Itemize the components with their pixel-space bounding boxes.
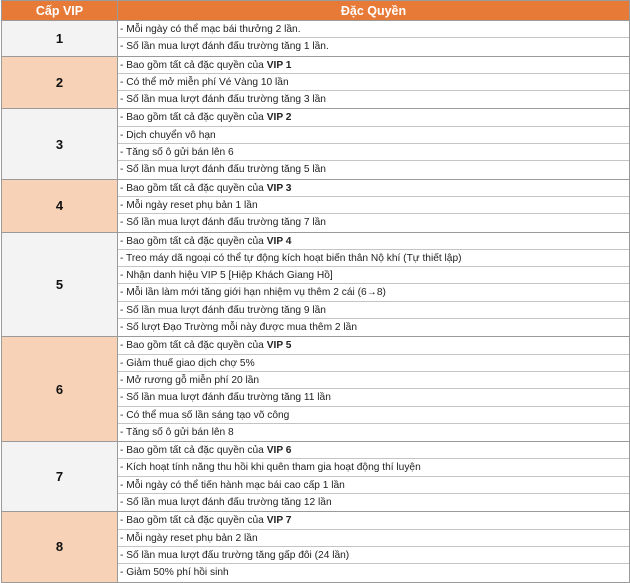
- table-row: [2, 337, 630, 442]
- table-body: [2, 21, 630, 583]
- privileges-cell: [118, 179, 630, 232]
- privilege-item: [118, 477, 629, 494]
- privilege-text: - Bao gồm tất cả đặc quyền của: [120, 235, 267, 247]
- privilege-text: - Số lần mua lượt đấu trường tăng gấp đôi (24 lần): [120, 549, 350, 561]
- vip-level-cell: 3: [2, 109, 118, 179]
- table-header-row: [2, 1, 630, 21]
- privilege-text: - Số lần mua lượt đánh đấu trường tăng 9 lần: [120, 304, 326, 316]
- vip-level-cell: 8: [2, 512, 118, 582]
- privilege-item: [118, 21, 629, 38]
- privilege-vip-ref: VIP 7: [266, 515, 292, 527]
- privilege-text: - Bao gồm tất cả đặc quyền của: [120, 59, 267, 71]
- privilege-text: - Bao gồm tất cả đặc quyền của: [120, 112, 267, 124]
- privilege-item: [118, 442, 629, 459]
- privilege-text: - Giảm thuế giao dịch chợ 5%: [120, 357, 255, 369]
- privilege-text: - Kích hoạt tính năng thu hồi khi quên tham gia hoạt động thí luyện: [120, 462, 421, 474]
- privilege-vip-ref: VIP 4: [266, 235, 292, 247]
- privilege-text: - Mỗi lần làm mới tăng giới hạn nhiệm vụ thêm 2 cái (6→8): [120, 287, 386, 299]
- privileges-cell: [118, 109, 630, 179]
- privilege-item: [118, 512, 629, 529]
- vip-level-cell: 6: [2, 337, 118, 442]
- table-row: [2, 442, 630, 512]
- privilege-text: - Giảm 50% phí hồi sinh: [120, 567, 229, 579]
- table-row: [2, 56, 630, 109]
- vip-level-cell: 2: [2, 56, 118, 109]
- privilege-text: - Bao gồm tất cả đặc quyền của: [120, 445, 267, 457]
- privilege-text: - Mỗi ngày reset phụ bản 2 lần: [120, 532, 258, 544]
- privilege-text: - Mỗi ngày có thể mạc bái thưởng 2 lần.: [120, 24, 301, 35]
- privileges-cell: [118, 337, 630, 442]
- privilege-item: [118, 355, 629, 372]
- privilege-vip-ref: VIP 3: [266, 182, 292, 194]
- privileges-cell: [118, 512, 630, 582]
- privilege-text: - Có thể mua số lần sáng tạo võ công: [120, 409, 290, 421]
- privilege-text: - Mỗi ngày reset phụ bản 1 lần: [120, 199, 258, 211]
- privilege-vip-ref: VIP 5: [266, 340, 292, 352]
- privilege-item: [118, 319, 629, 336]
- privilege-text: - Dịch chuyển vô hạn: [120, 129, 216, 141]
- privilege-item: [118, 284, 629, 301]
- privilege-item: [118, 547, 629, 564]
- privileges-cell: [118, 442, 630, 512]
- privilege-text: - Mở rương gỗ miễn phí 20 lần: [120, 374, 260, 386]
- privilege-item: [118, 109, 629, 126]
- privilege-text: - Nhận danh hiệu VIP 5 [Hiệp Khách Giang Hồ]: [120, 270, 333, 282]
- privilege-item: [118, 127, 629, 144]
- privilege-text: - Bao gồm tất cả đặc quyền của: [120, 340, 267, 352]
- header-privileges: Đặc Quyền: [118, 1, 630, 21]
- privilege-item: [118, 459, 629, 476]
- privilege-text: - Tăng số ô gửi bán lên 8: [120, 426, 234, 438]
- privilege-item: [118, 267, 629, 284]
- privilege-text: - Số lần mua lượt đánh đấu trường tăng 5 lần: [120, 164, 326, 176]
- privilege-item: [118, 407, 629, 424]
- table-row: [2, 512, 630, 582]
- privilege-vip-ref: VIP 6: [266, 445, 292, 457]
- table-row: [2, 21, 630, 57]
- privilege-text: - Bao gồm tất cả đặc quyền của: [120, 515, 267, 527]
- privilege-item: [118, 372, 629, 389]
- privilege-item: [118, 197, 629, 214]
- privilege-item: [118, 161, 629, 178]
- vip-level-cell: 1: [2, 21, 118, 57]
- privilege-text: - Bao gồm tất cả đặc quyền của: [120, 182, 267, 194]
- privilege-item: [118, 250, 629, 267]
- privilege-item: [118, 494, 629, 511]
- privilege-text: - Số lần mua lượt đánh đấu trường tăng 7 lần: [120, 217, 326, 229]
- privilege-item: [118, 74, 629, 91]
- header-vip-level: Cấp VIP: [2, 1, 118, 21]
- privilege-text: - Treo máy dã ngoại có thể tự động kích hoạt biến thân Nộ khí (Tự thiết lập): [120, 252, 462, 264]
- vip-privileges-table: [1, 0, 630, 583]
- privilege-item: [118, 180, 629, 197]
- privilege-item: [118, 424, 629, 441]
- privileges-cell: [118, 232, 630, 337]
- privilege-text: - Số lượt Đạo Trường mỗi này được mua thêm 2 lần: [120, 322, 357, 334]
- privilege-text: - Số lần mua lượt đánh đấu trường tăng 3 lần: [120, 94, 326, 106]
- privileges-cell: [118, 56, 630, 109]
- privilege-item: [118, 38, 629, 55]
- privilege-item: [118, 214, 629, 231]
- privileges-cell: [118, 21, 630, 57]
- vip-level-cell: 4: [2, 179, 118, 232]
- privilege-text: - Tăng số ô gửi bán lên 6: [120, 147, 234, 159]
- privilege-vip-ref: VIP 2: [266, 112, 292, 124]
- privilege-text: - Số lần mua lượt đánh đấu trường tăng 11 lần: [120, 392, 331, 404]
- privilege-item: [118, 530, 629, 547]
- vip-level-cell: 5: [2, 232, 118, 337]
- privilege-text: - Số lần mua lượt đánh đấu trường tăng 12 lần: [120, 497, 332, 509]
- privilege-item: [118, 233, 629, 250]
- table-row: [2, 109, 630, 179]
- privilege-item: [118, 337, 629, 354]
- privilege-item: [118, 91, 629, 108]
- privilege-item: [118, 302, 629, 319]
- vip-level-cell: 7: [2, 442, 118, 512]
- privilege-item: [118, 57, 629, 74]
- privilege-vip-ref: VIP 1: [266, 59, 292, 71]
- table-row: [2, 232, 630, 337]
- privilege-item: [118, 389, 629, 406]
- privilege-item: [118, 564, 629, 581]
- table-row: [2, 179, 630, 232]
- privilege-text: - Số lần mua lượt đánh đấu trường tăng 1 lần.: [120, 41, 329, 53]
- privilege-text: - Có thể mở miễn phí Vé Vàng 10 lần: [120, 76, 289, 88]
- privilege-text: - Mỗi ngày có thể tiến hành mạc bái cao cấp 1 lần: [120, 479, 345, 491]
- privilege-item: [118, 144, 629, 161]
